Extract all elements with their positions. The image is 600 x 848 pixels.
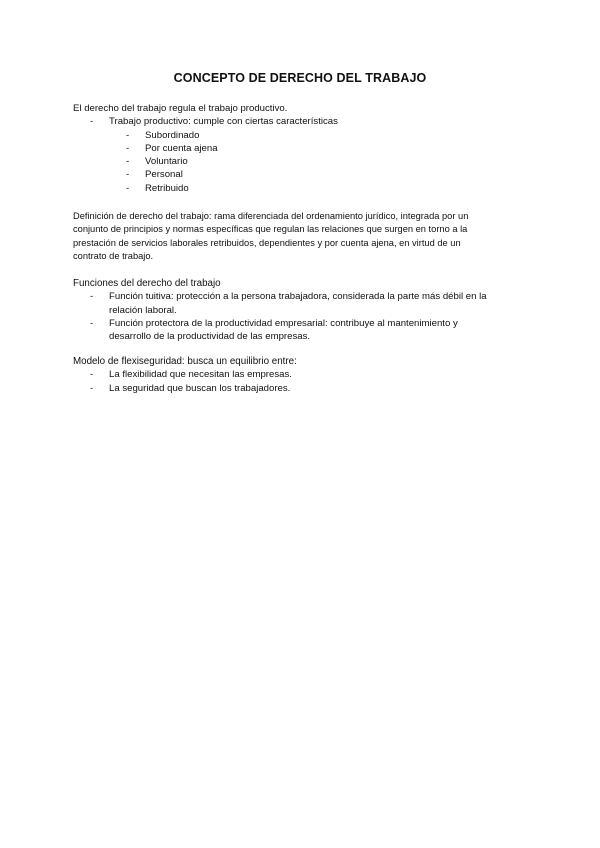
bullet-dash: - (126, 169, 130, 181)
section-heading: Funciones del derecho del trabajo (73, 278, 221, 289)
section-heading: Modelo de flexiseguridad: busca un equilibrio entre: (73, 356, 297, 367)
funciones-section (73, 277, 533, 343)
list-item (73, 317, 533, 330)
list-item-continuation (73, 330, 533, 343)
list-item-text: La flexibilidad que necesitan las empresas. (109, 369, 292, 381)
definition-line: Definición de derecho del trabajo: rama diferenciada del ordenamiento jurídico, integrada por un (73, 211, 469, 221)
list-item-text: Función tuitiva: protección a la persona trabajadora, considerada la parte más débil en la (109, 291, 487, 303)
bullet-dash: - (90, 317, 94, 329)
intro-section (73, 102, 533, 195)
bullet-dash: - (90, 291, 94, 303)
bullet-dash: - (90, 382, 94, 394)
sub-list-item-text: Por cuenta ajena (145, 142, 218, 154)
sub-list-item (73, 142, 533, 155)
bullet-dash: - (126, 129, 130, 141)
definition-line: prestación de servicios laborales retribuidos, dependientes y por cuenta ajena, en virtud de un (73, 237, 461, 248)
intro-text: El derecho del trabajo regula el trabajo productivo. (73, 103, 288, 114)
sub-list-item (73, 168, 533, 181)
list-item (73, 290, 533, 303)
definition-line: conjunto de principios y normas específicas que regulan las relaciones que surgen en torno a la (73, 224, 468, 235)
list-item-text: La seguridad que buscan los trabajadores. (109, 382, 291, 394)
sub-list-item-text: Personal (145, 169, 183, 181)
bullet-dash: - (90, 369, 94, 381)
list-item-text: desarrollo de la productividad de las empresas. (109, 331, 311, 343)
list-item-continuation (73, 304, 533, 317)
list-item (73, 368, 533, 381)
sub-list-item (73, 182, 533, 195)
bullet-dash: - (90, 116, 94, 128)
definition-paragraph (73, 210, 533, 263)
sub-list-item-text: Retribuido (145, 182, 189, 194)
bullet-dash: - (126, 182, 130, 194)
definition-line: contrato de trabajo. (73, 250, 154, 261)
sub-list-item (73, 155, 533, 168)
list-item (73, 115, 533, 128)
page-title: CONCEPTO DE DERECHO DEL TRABAJO (173, 71, 427, 85)
list-item (73, 382, 533, 395)
bullet-dash: - (126, 142, 130, 154)
sub-list-item-text: Voluntario (145, 156, 188, 168)
sub-list-item (73, 129, 533, 142)
bullet-dash: - (126, 156, 130, 168)
list-item-text: Función protectora de la productividad empresarial: contribuye al mantenimiento y (109, 317, 458, 329)
modelo-section (73, 355, 533, 395)
list-item-text: relación laboral. (109, 304, 177, 316)
sub-list-item-text: Subordinado (145, 129, 200, 141)
list-item-text: Trabajo productivo: cumple con ciertas características (109, 116, 338, 128)
